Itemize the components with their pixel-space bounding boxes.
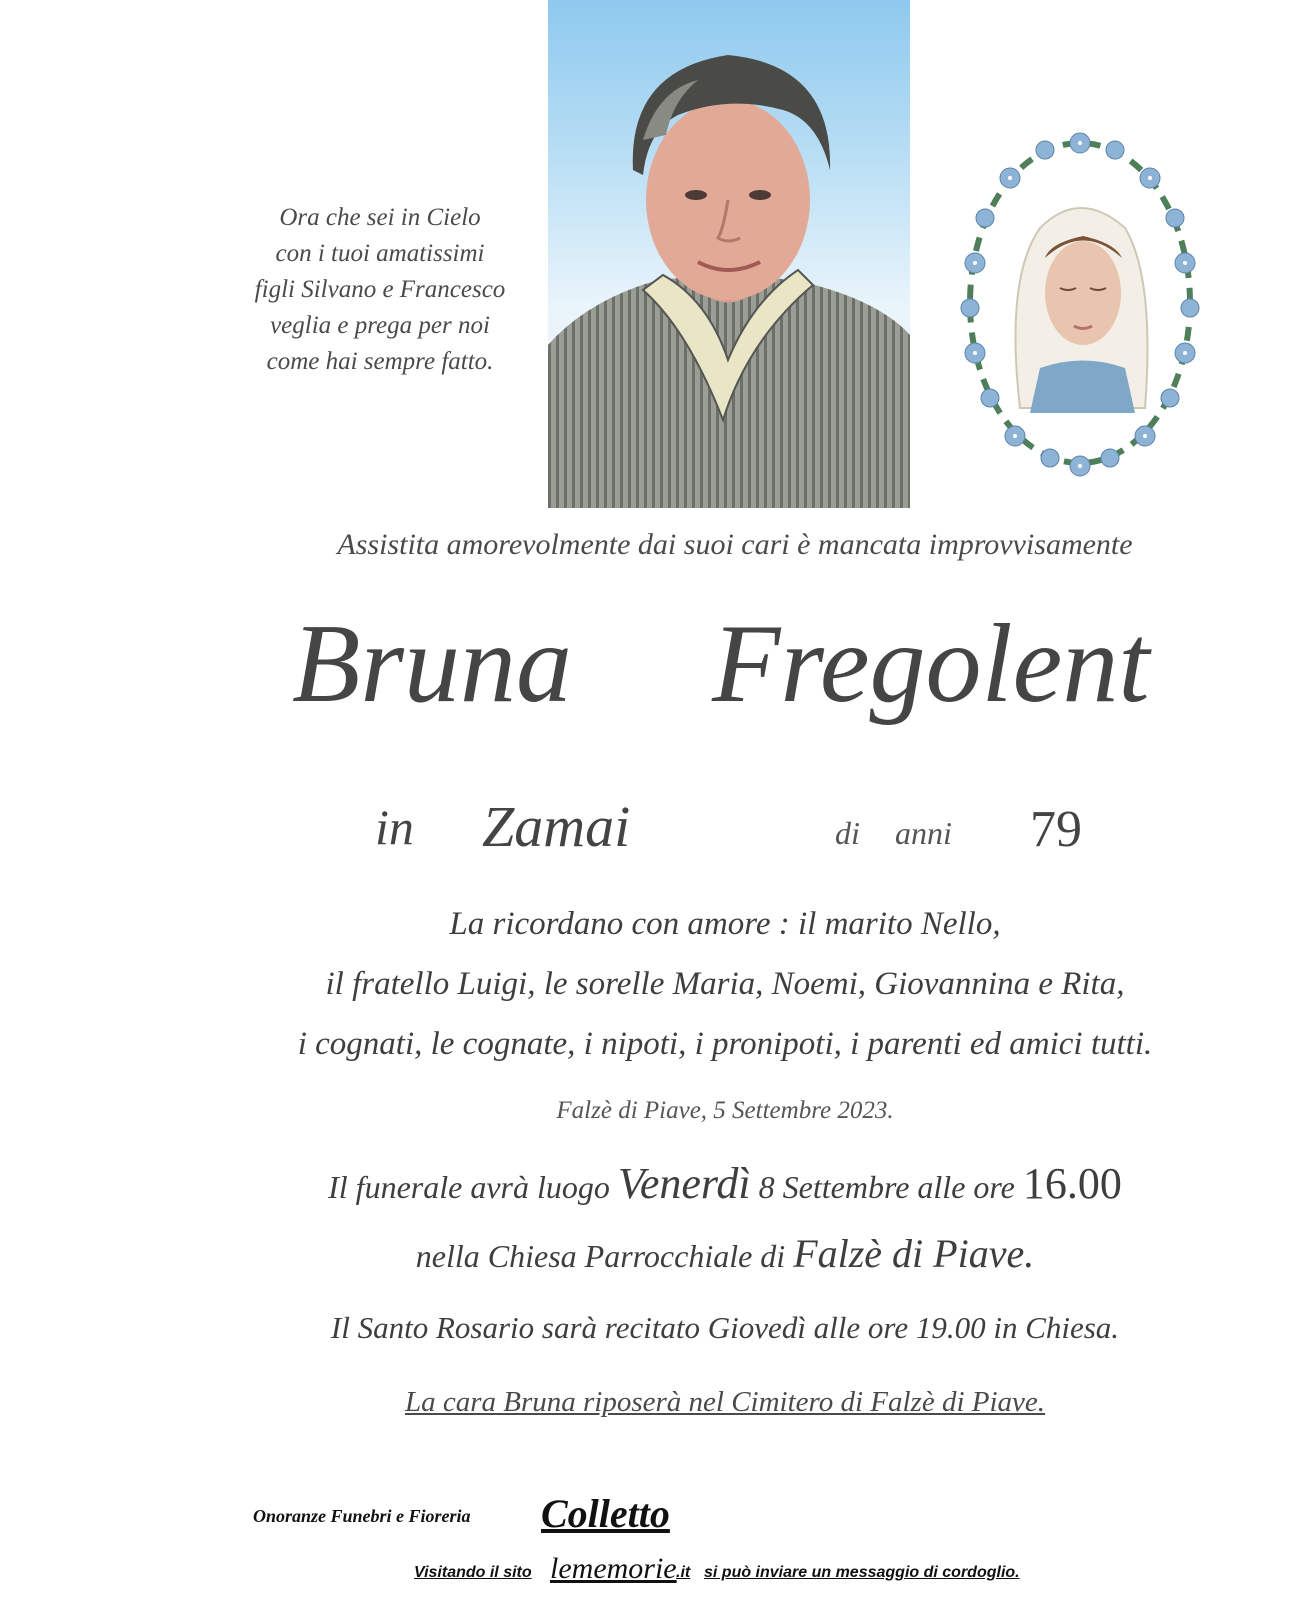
mourners-line: i cognati, le cognate, i nipoti, i pronipoti, i parenti ed amici tutti. bbox=[297, 1026, 1153, 1062]
age-value: 79 bbox=[1030, 801, 1082, 858]
funeral-date: 8 Settembre alle ore bbox=[758, 1169, 1015, 1205]
married-prefix: in bbox=[375, 799, 414, 855]
portrait-photo bbox=[548, 0, 910, 508]
memorial-verse bbox=[230, 200, 530, 380]
madonna-flower-frame-icon bbox=[950, 118, 1210, 488]
funeral-place: Falzè di Piave. bbox=[793, 1231, 1035, 1276]
date-place: Falzè di Piave, 5 Settembre 2023. bbox=[556, 1097, 894, 1124]
verse-line: Ora che sei in Cielo bbox=[279, 204, 481, 231]
burial-text: La cara Bruna riposerà nel Cimitero di Falzè di Piave. bbox=[404, 1386, 1046, 1418]
married-name: Zamai bbox=[482, 794, 631, 859]
intro-text: Assistita amorevolmente dai suoi cari è mancata improvvisamente bbox=[337, 528, 1133, 561]
funeral-time: 16.00 bbox=[1022, 1159, 1122, 1208]
condolence-note bbox=[414, 1554, 1074, 1594]
verse-line: con i tuoi amatissimi bbox=[275, 240, 485, 267]
last-name: Fregolent bbox=[712, 602, 1150, 726]
visit-text: Visitando il sito bbox=[414, 1564, 532, 1581]
first-name: Bruna bbox=[292, 602, 572, 726]
condolence-text: si può inviare un messaggio di cordoglio. bbox=[704, 1564, 1020, 1581]
site-tld: .it bbox=[676, 1564, 691, 1581]
funeral-line-2 bbox=[220, 1230, 1230, 1277]
funeral-day: Venerdì bbox=[617, 1159, 751, 1208]
funeral-church: nella Chiesa Parrocchiale di bbox=[415, 1238, 786, 1274]
madonna-illustration bbox=[950, 118, 1210, 488]
verse-line: come hai sempre fatto. bbox=[266, 348, 494, 375]
rosary-text: Il Santo Rosario sarà recitato Giovedì alle ore 19.00 in Chiesa. bbox=[330, 1310, 1120, 1345]
mourners-line: La ricordano con amore : il marito Nello, bbox=[449, 906, 1001, 942]
mourners-line: il fratello Luigi, le sorelle Maria, Noemi, Giovannina e Rita, bbox=[325, 966, 1125, 1002]
funeral-intro: Il funerale avrà luogo bbox=[328, 1169, 610, 1205]
age-di: di bbox=[835, 815, 860, 851]
site-link[interactable]: lememorie bbox=[550, 1552, 677, 1585]
portrait-illustration bbox=[548, 0, 910, 508]
agency-prefix: Onoranze Funebri e Fioreria bbox=[253, 1506, 471, 1526]
agency-name: Colletto bbox=[541, 1491, 670, 1536]
verse-line: veglia e prega per noi bbox=[270, 312, 490, 339]
age-anni: anni bbox=[895, 815, 952, 851]
verse-line: figli Silvano e Francesco bbox=[254, 276, 506, 303]
agency-signature bbox=[253, 1490, 753, 1536]
funeral-line-1 bbox=[220, 1158, 1230, 1209]
